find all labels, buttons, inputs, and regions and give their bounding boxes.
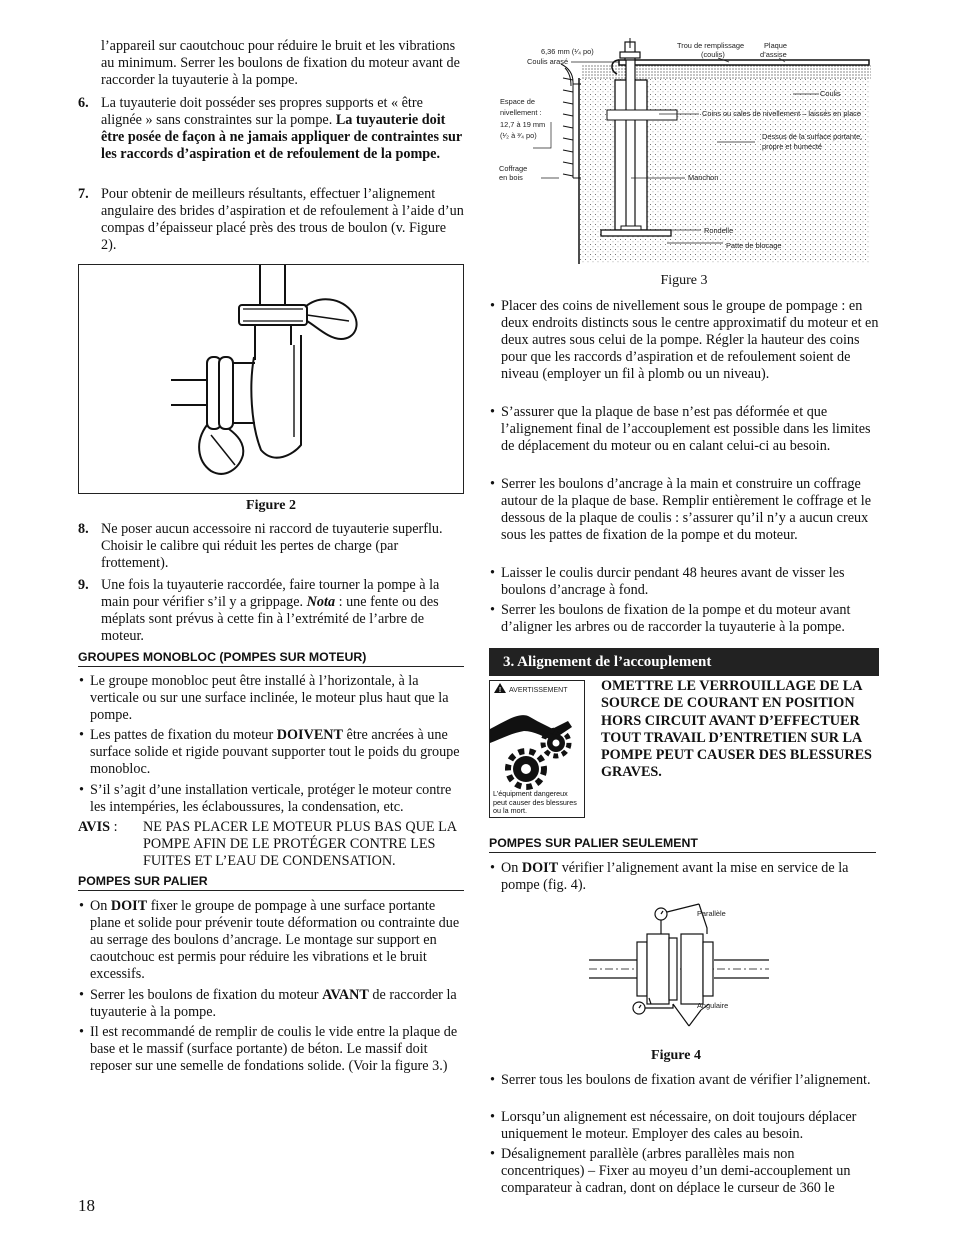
figure-4	[589, 898, 769, 1038]
label-espace-3: 12,7 à 19 mm	[500, 120, 546, 129]
bullet-text: Désalignement parallèle (arbres parallèles mais non concentriques) – Fixer au moyeu d’un demi-accouplement un comparateur à cadran, dont on déplace le curseur de 360 le	[501, 1146, 851, 1196]
label-manchon: Manchon	[688, 173, 719, 182]
bullet-item: • Lorsqu’un alignement est nécessaire, on doit toujours déplacer uniquement le moteur. Employer des cales au besoin.	[490, 1109, 857, 1142]
bullet-text: Laisser le coulis durcir pendant 48 heures avant de visser les boulons d’ancrage à fond.	[501, 565, 845, 598]
bullet-bold: DOIVENT	[276, 727, 343, 743]
item-9-nota: Nota	[306, 594, 336, 610]
grout-foundation-illustration	[489, 38, 879, 266]
label-dessus-1: Dessus de la surface portante,	[762, 132, 863, 141]
bullet-text-2: fixer le groupe de pompage à une surface portante plane et solide pour prévenir toute déformation ou contrainte due au serrage des boulons d’ancrage. Le montage sur support en caoutchouc est permis pour réduire les vibrations et le bruit excessifs.	[90, 898, 460, 982]
label-espace-1: Espace de	[500, 97, 535, 106]
bullet-item: • On DOIT fixer le groupe de pompage à une surface portante plane et solide pour prévenir toute déformation ou contrainte due au serrage des boulons d’ancrage. Le montage sur support en caoutchouc est permis pour réduire les vibrations et le bruit excessifs.	[79, 898, 460, 982]
bullet-item: • Le groupe monobloc peut être installé à l’horizontale, à la verticale ou sur une surface inclinée, le moteur plus haut que la pompe.	[79, 673, 449, 723]
bullet-item: • Serrer les boulons d’ancrage à la main et construire un coffrage autour de la plaque de base. Remplir entièrement le coffrage et le dessous de la plaque de coulis : s’assurer qu’il n’y a aucun creux sous les pattes de fixation de la pompe et du moteur.	[490, 476, 872, 543]
label-espace-2: nivellement :	[500, 108, 542, 117]
item-number: 9.	[78, 577, 89, 593]
bullet-text: Le groupe monobloc peut être installé à l’horizontale, à la verticale ou sur une surface inclinée, le moteur plus haut que la pompe.	[90, 673, 449, 723]
label-trou-coulis: (coulis)	[701, 50, 725, 59]
list-item-7	[78, 186, 464, 254]
bullet-item: • S’assurer que la plaque de base n’est pas déformée et que l’alignement final de l’accouplement est possible dans les limites de déplacement du moteur ou en calant celui-ci au besoin.	[490, 404, 871, 454]
list-item-8	[78, 521, 464, 572]
label-coffrage-1: Coffrage	[499, 164, 528, 173]
intro-paragraph: l’appareil sur caoutchouc pour réduire le bruit et les vibrations au minimum. Serrer les boulons de fixation du moteur avant de raccorder la tuyauterie à la pompe.	[101, 38, 460, 88]
bullet-item: • Serrer les boulons de fixation de la pompe et du moteur avant d’aligner les arbres ou de raccorder la tuyauterie à la pompe.	[490, 602, 851, 635]
label-parallele: Parallèle	[697, 909, 726, 918]
list-item-6	[78, 95, 464, 163]
label-patte-blocage: Patte de blocage	[726, 241, 782, 250]
figure-4-caption: Figure 4	[651, 1048, 701, 1063]
figure-2-caption: Figure 2	[246, 498, 296, 513]
label-coulis: Coulis	[820, 89, 841, 98]
bullet-text: Serrer les boulons d’ancrage à la main et construire un coffrage autour de la plaque de base. Remplir entièrement le coffrage et le dessous de la plaque de coulis : s’assurer qu’il n’y a aucun creux sous les pattes de fixation de la pompe et du moteur.	[501, 476, 872, 543]
bullet-bold: AVANT	[322, 987, 369, 1003]
heading-pompes-sur-palier: POMPES SUR PALIER	[78, 874, 464, 891]
label-espace-4: (¹⁄₂ à ³⁄₄ po)	[500, 131, 537, 140]
warning-label: AVERTISSEMENT	[509, 687, 568, 694]
bullet-item: • Placer des coins de nivellement sous le groupe de pompage : en deux endroits distincts sous le centre approximatif du moteur et en deux autres sous celui de la pompe. Régler la hauteur des coins pour que les raccords d’aspiration et de refoulement soient de niveau (employer un fil à plomb ou un niveau).	[490, 298, 879, 382]
section-heading: 3. Alignement de l’accouplement	[489, 648, 879, 676]
label-coffrage-2: en bois	[499, 173, 523, 182]
item-7-text: Pour obtenir de meilleurs résultants, effectuer l’alignement angulaire des brides d’aspiration et de refoulement à l’aide d’un compas d’épaisseur placé près des trous de boulon (v. Figure 2).	[101, 186, 464, 253]
bullet-text: Serrer les boulons de fixation du moteur	[90, 987, 323, 1003]
bullet-text: Lorsqu’un alignement est nécessaire, on doit toujours déplacer uniquement le moteur. Employer des cales au besoin.	[501, 1109, 857, 1142]
avis-colon: :	[110, 819, 118, 835]
label-rondelle: Rondelle	[704, 226, 734, 235]
warning-small-text: L’équipment dangereux peut causer des blessures ou la mort.	[493, 789, 577, 815]
bullet-text: S’assurer que la plaque de base n’est pas déformée et que l’alignement final de l’accouplement est possible dans les limites de déplacement du moteur ou en calant celui-ci au besoin.	[501, 404, 871, 454]
label-assise: d’assise	[760, 50, 787, 59]
label-dessus-2: propre et humecté	[762, 142, 822, 151]
item-9-text-2: : une fente ou des méplats sont prévus à cette fin à l’extrémité de l’arbre de moteur.	[101, 594, 439, 644]
bullet-text: Serrer les boulons de fixation de la pompe et du moteur avant d’aligner les arbres ou de raccorder la tuyauterie à la pompe.	[501, 602, 851, 635]
item-6-text: La tuyauterie doit posséder ses propres supports et « être alignée » sans constraintes sur la pompe.	[101, 95, 423, 128]
item-8-text: Ne poser aucun accessoire ni raccord de tuyauterie superflu. Choisir le calibre qui réduit les pertes de charge (par frottement).	[101, 521, 443, 571]
avis-label: AVIS	[78, 819, 111, 835]
item-9-text: Une fois la tuyauterie raccordée, faire tourner la pompe à la main pour vérifier s’il y a grippage.	[101, 577, 440, 610]
svg-text:!: !	[498, 687, 502, 694]
label-coulis-arase: Coulis arasé	[527, 57, 569, 66]
warning-text: OMETTRE LE VERROUILLAGE DE LA SOURCE DE COURANT EN POSITION HORS CIRCUIT AVANT D’EFFECTUER TOUT TRAVAIL D’ENTRETIEN SUR LA POMPE PEUT CAUSER DES BLESSURES GRAVES.	[601, 678, 872, 781]
item-number: 6.	[78, 95, 89, 111]
avis-text: NE PAS PLACER LE MOTEUR PLUS BAS QUE LA POMPE AFIN DE LE PROTÉGER CONTRE LES FUITES ET L’EAU DE CONDENSATION.	[143, 819, 457, 869]
item-number: 7.	[78, 186, 89, 202]
bullet-item: • Serrer les boulons de fixation du moteur AVANT de raccorder la tuyauterie à la pompe.	[79, 987, 457, 1020]
bullet-text: Placer des coins de nivellement sous le groupe de pompage : en deux endroits distincts sous le centre approximatif du moteur et en deux autres sous celui de la pompe. Régler la hauteur des coins pour que les raccords d’aspiration et de refoulement soient de niveau (employer un fil à plomb ou un niveau).	[501, 298, 879, 382]
bullet-text: Il est recommandé de remplir de coulis le vide entre la plaque de base et le massif (surface portante) de béton. Le massif doit reposer sur une semelle de fondations solide. (Voir la figure 3.)	[90, 1024, 458, 1074]
bullet-text-2: vérifier l’alignement avant la mise en service de la pompe (fig. 4).	[501, 860, 849, 893]
bullet-item: • S’il s’agit d’une installation verticale, protéger le moteur contre les intempéries, les éclaboussures, la condensation, etc.	[79, 782, 452, 815]
bullet-text: On	[90, 898, 111, 914]
figure-3	[489, 38, 879, 266]
page-number: 18	[78, 1196, 95, 1215]
bullet-text-2: de raccorder la tuyauterie à la pompe.	[90, 987, 457, 1020]
bullet-text: Les pattes de fixation du moteur	[90, 727, 277, 743]
figure-2	[78, 264, 464, 494]
caliper-flange-illustration	[79, 265, 463, 493]
label-coins: Coins ou cales de nivellement – laissés en place	[702, 109, 861, 118]
list-item-9	[78, 577, 464, 645]
warning-box	[489, 680, 585, 818]
figure-3-caption: Figure 3	[660, 273, 708, 288]
bullet-item: • Serrer tous les boulons de fixation avant de vérifier l’alignement.	[490, 1072, 871, 1088]
label-636mm: 6,36 mm (¹⁄₄ po)	[541, 47, 594, 56]
avis-notice	[78, 819, 464, 869]
item-number: 8.	[78, 521, 89, 537]
bullet-item: • Désalignement parallèle (arbres parallèles mais non concentriques) – Fixer au moyeu d’un demi-accouplement un comparateur à cadran, dont on déplace le curseur de 360 le	[490, 1146, 851, 1196]
bullet-text-2: être ancrées à une surface solide et rigide pouvant supporter tout le poids du groupe monobloc.	[90, 727, 460, 777]
label-trou-remplissage: Trou de remplissage	[677, 41, 745, 50]
bullet-item: • Les pattes de fixation du moteur DOIVENT être ancrées à une surface solide et rigide pouvant supporter tout le poids du groupe monobloc.	[79, 727, 460, 777]
coupling-alignment-illustration	[589, 898, 769, 1038]
item-6-bold-text: La tuyauterie doit être posée de façon à ne jamais appliquer de contraintes sur les raccords d’aspiration et de refoulement de la pompe.	[101, 112, 462, 162]
bullet-text: S’il s’agit d’une installation verticale, protéger le moteur contre les intempéries, les éclaboussures, la condensation, etc.	[90, 782, 452, 815]
label-plaque: Plaque	[764, 41, 788, 50]
bullet-text: Serrer tous les boulons de fixation avant de vérifier l’alignement.	[501, 1072, 871, 1088]
bullet-item: • On DOIT vérifier l’alignement avant la mise en service de la pompe (fig. 4).	[490, 860, 849, 893]
heading-pompes-palier-seulement: POMPES SUR PALIER SEULEMENT	[489, 836, 876, 853]
bullet-item: • Il est recommandé de remplir de coulis le vide entre la plaque de base et le massif (surface portante) de béton. Le massif doit reposer sur une semelle de fondations solide. (Voir la figure 3.)	[79, 1024, 458, 1074]
bullet-bold: DOIT	[110, 898, 148, 914]
bullet-text: On	[501, 860, 522, 876]
bullet-bold: DOIT	[521, 860, 559, 876]
label-angulaire: Angulaire	[697, 1001, 729, 1010]
bullet-item: • Laisser le coulis durcir pendant 48 heures avant de visser les boulons d’ancrage à fond.	[490, 565, 845, 598]
heading-groupes-monobloc: GROUPES MONOBLOC (POMPES SUR MOTEUR)	[78, 650, 464, 667]
